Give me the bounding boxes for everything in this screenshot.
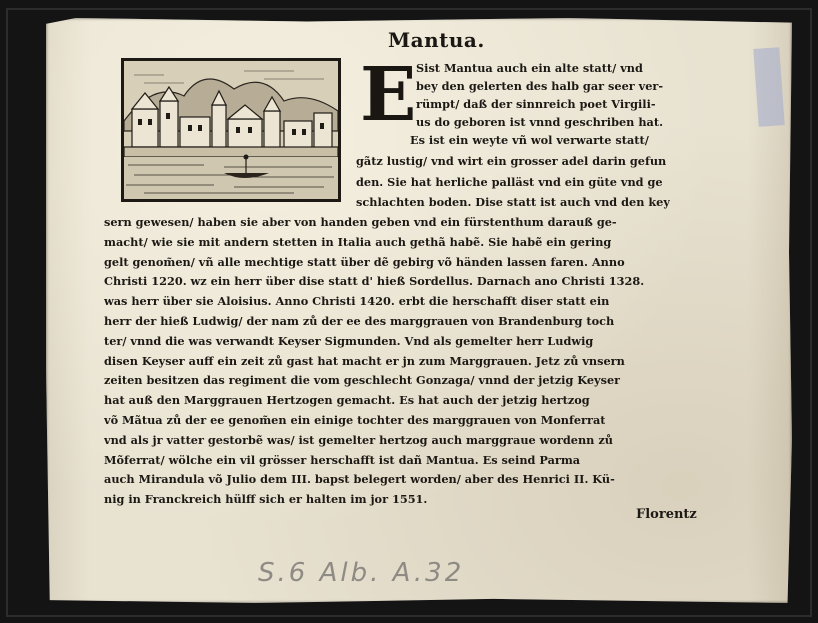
text-line: den. Sie hat herliche palläst vnd ein güte vnd ge (356, 175, 663, 189)
text-line: hat auß den Marggrauen Hertzogen gemacht. Es hat auch der jetzig hertzog (104, 393, 590, 407)
text-line: rümpt/ daß der sinnreich poet Virgili- (416, 97, 656, 111)
text-line: võ Mãtua zů der ee genom̃en ein einige tochter des marggrauen von Monferrat (104, 413, 606, 427)
text-line: ter/ vnnd die was verwandt Keyser Sigmunden. Vnd als gemelter herr Ludwig (104, 334, 594, 348)
text-line: herr der hieß Ludwig/ der nam zů der ee des marggrauen von Brandenburg toch (104, 314, 615, 328)
text-line: schlachten boden. Dise statt ist auch vnd den key (356, 195, 670, 209)
text-line: auch Mirandula võ Julio dem III. bapst belegert worden/ aber des Henrici II. Kü- (104, 472, 615, 486)
text-line: Es ist ein weyte vñ wol verwarte statt/ (410, 133, 649, 147)
text-line: disen Keyser auff ein zeit zů gast hat macht er jn zum Marggrauen. Jetz zů vnsern (104, 354, 625, 368)
text-line: bey den gelerten des halb gar seer ver- (416, 79, 664, 93)
text-line: Mõferrat/ wölche ein vil grösser herschafft ist dañ Mantua. Es seind Parma (104, 453, 581, 467)
woodcut-illustration-mantua (121, 58, 341, 202)
page-title: Mantua. (388, 28, 485, 52)
text-line: zeiten besitzen das regiment die vom geschlecht Gonzaga/ vnnd der jetzig Keyser (104, 373, 621, 387)
text-line: was herr über sie Aloisius. Anno Christi 1420. erbt die herschafft diser statt ein (104, 294, 610, 308)
catchword: Florentz (636, 507, 697, 522)
library-stamp (753, 47, 784, 127)
text-line: sern gewesen/ haben sie aber von handen geben vnd ein fürstenthum darauß ge- (104, 215, 617, 229)
text-line: vnd als jr vatter gestorbẽ was/ ist gemelter hertzog auch marggraue wordenn zů (104, 433, 613, 447)
text-line: Sist Mantua auch ein alte statt/ vnd (416, 61, 643, 75)
text-line: nig in Franckreich hülff sich er halten im jor 1551. (104, 492, 428, 506)
text-line: us do geboren ist vnnd geschriben hat. (416, 115, 664, 129)
text-line: macht/ wie sie mit andern stetten in Italia auch gethã habẽ. Sie habẽ ein gering (104, 235, 612, 249)
decorated-initial: E (360, 52, 417, 138)
text-line: Christi 1220. wz ein herr über dise statt d' hieß Sordellus. Darnach ano Christi 1328. (104, 274, 645, 288)
text-line: gelt genom̃en/ vñ alle mechtige statt über dẽ gebirg võ händen lassen faren. Anno (104, 255, 625, 269)
text-line: gãtz lustig/ vnd wirt ein grosser adel darin gefun (356, 154, 667, 168)
shelfmark-annotation: S.6 Alb. A.32 (258, 558, 465, 588)
